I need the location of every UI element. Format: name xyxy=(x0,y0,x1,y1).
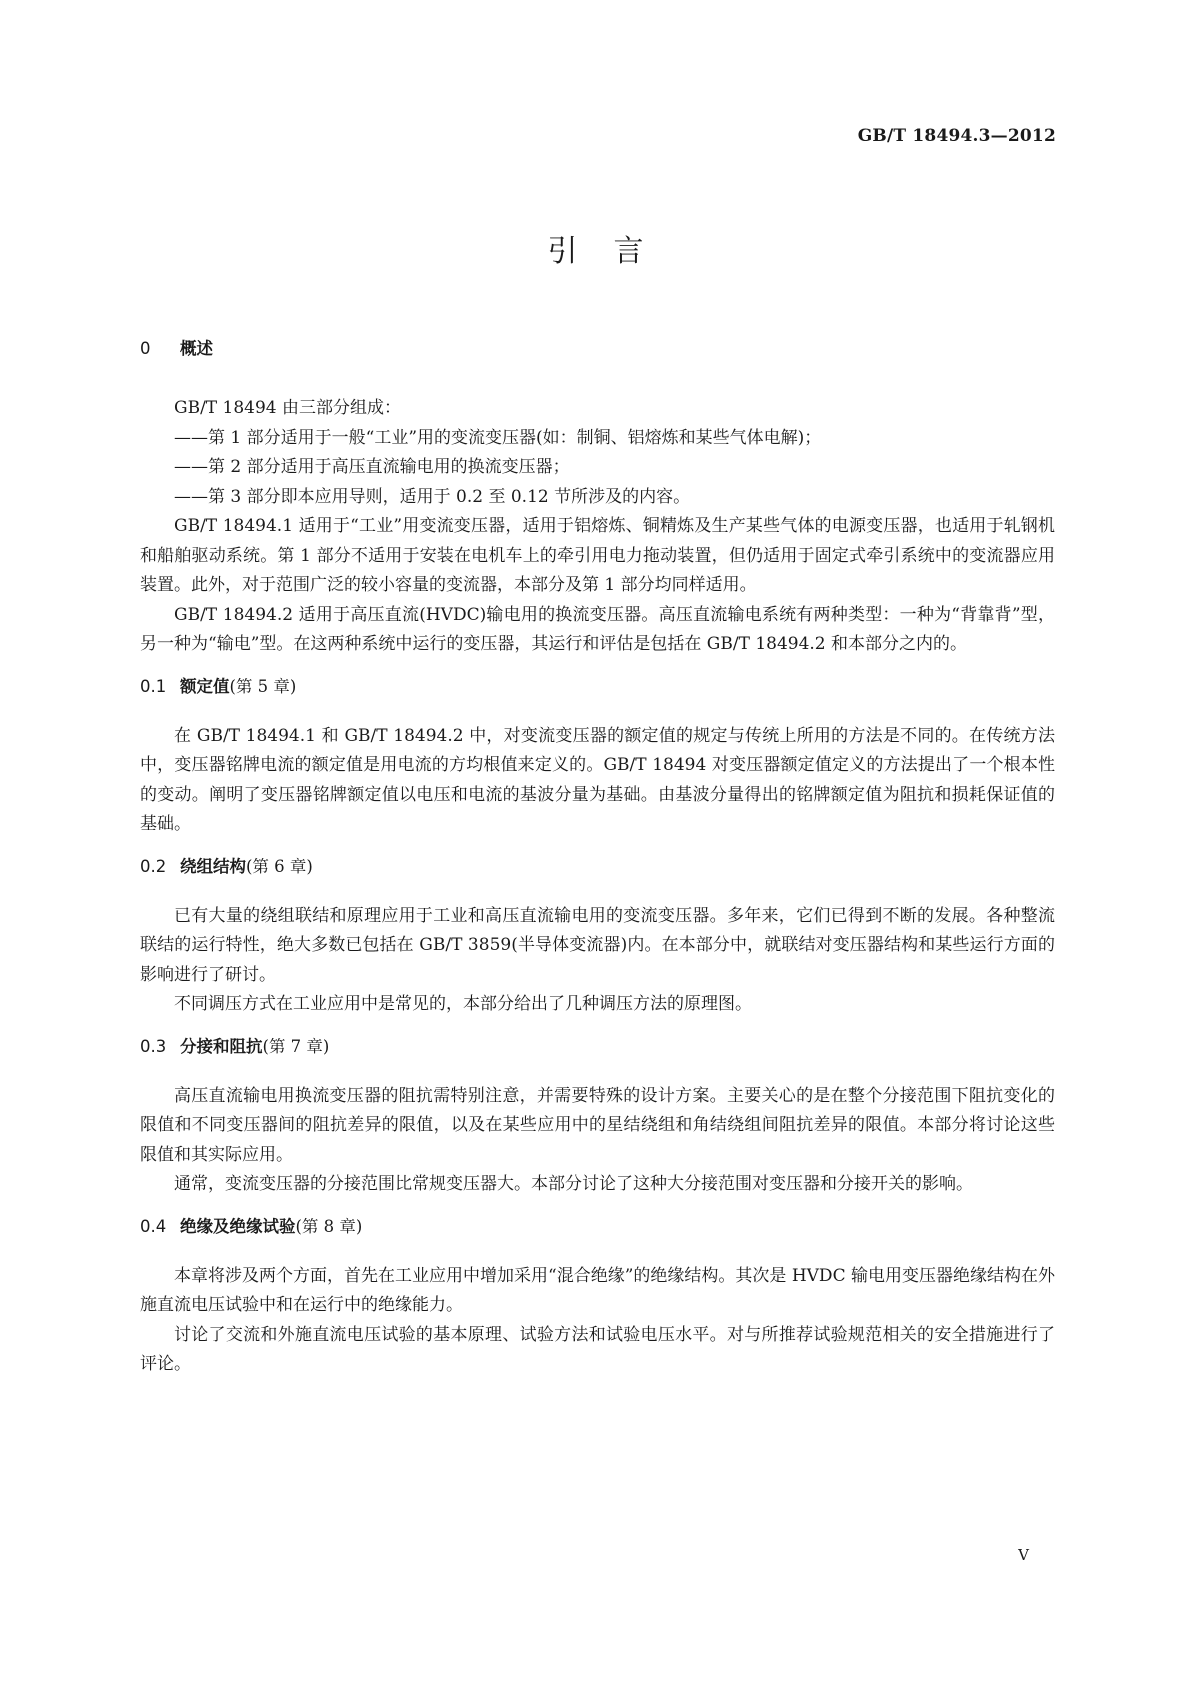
section-title: 额定值 xyxy=(180,676,230,696)
section-heading xyxy=(140,336,1055,362)
list-item: ——第 3 部分即本应用导则，适用于 0.2 至 0.12 节所涉及的内容。 xyxy=(174,486,691,507)
paragraph: 不同调压方式在工业应用中是常见的，本部分给出了几种调压方法的原理图。 xyxy=(174,994,752,1014)
section-number: 0 xyxy=(140,339,151,358)
section-number: 0.1 xyxy=(140,676,167,696)
paragraph: 讨论了交流和外施直流电压试验的基本原理、试验方法和试验电压水平。对与所推荐试验规范相关的安全措施进行了评论。 xyxy=(140,1324,1055,1374)
paragraph: 在 GB/T 18494.1 和 GB/T 18494.2 中，对变流变压器的额定值的规定与传统上所用的方法是不同的。在传统方法中，变压器铭牌电流的额定值是用电流的方均根值来定义的。GB/T 18494 对变压器额定值定义的方法提出了一个根本性的变动。阐明了变压器铭牌额定值以电压和电流的基波分量为基础。由基波分量得出的铭牌额定值为阻抗和损耗保证值的基础。 xyxy=(140,725,1055,834)
page-title: 引言 xyxy=(547,234,680,269)
section-number: 0.4 xyxy=(140,1216,167,1236)
section-heading xyxy=(140,854,1055,880)
section-title: 绝缘及绝缘试验 xyxy=(180,1216,296,1236)
paragraph: 本章将涉及两个方面，首先在工业应用中增加采用“混合绝缘”的绝缘结构。其次是 HVDC 输电用变压器绝缘结构在外施直流电压试验中和在运行中的绝缘能力。 xyxy=(140,1265,1055,1315)
section-heading xyxy=(140,1034,1055,1060)
chapter-reference: (第 7 章) xyxy=(262,1036,330,1056)
paragraph: 高压直流输电用换流变压器的阻抗需特别注意，并需要特殊的设计方案。主要关心的是在整个分接范围下阻抗变化的限值和不同变压器间的阻抗差异的限值，以及在某些应用中的星结绕组和角结绕组间阻抗差异的限值。本部分将讨论这些限值和其实际应用。 xyxy=(140,1085,1055,1165)
section-title: 绕组结构 xyxy=(180,856,246,876)
section-0-2 xyxy=(140,854,1055,1020)
chapter-reference: (第 5 章) xyxy=(229,676,297,696)
paragraph: 已有大量的绕组联结和原理应用于工业和高压直流输电用的变流变压器。多年来，它们已得到不断的发展。各种整流联结的运行特性，绝大多数已包括在 GB/T 3859(半导体变流器)内。在本部分中，就联结对变压器结构和某些运行方面的影响进行了研讨。 xyxy=(140,905,1055,985)
list-item: ——第 1 部分适用于一般“工业”用的变流变压器(如：制铜、铝熔炼和某些气体电解)； xyxy=(174,427,822,448)
chapter-reference: (第 6 章) xyxy=(246,856,313,876)
paragraph: 通常，变流变压器的分接范围比常规变压器大。本部分讨论了这种大分接范围对变压器和分接开关的影响。 xyxy=(174,1174,973,1194)
section-number: 0.2 xyxy=(140,856,167,876)
section-title: 概述 xyxy=(180,339,213,358)
section-title: 分接和阻抗 xyxy=(180,1036,263,1056)
section-heading xyxy=(140,1214,1055,1240)
paragraph: GB/T 18494 由三部分组成： xyxy=(174,398,402,418)
section-0-4 xyxy=(140,1214,1055,1380)
page-number: V xyxy=(1018,1546,1029,1564)
list-item: ——第 2 部分适用于高压直流输电用的换流变压器； xyxy=(174,457,570,477)
section-heading xyxy=(140,674,1055,700)
paragraph: GB/T 18494.1 适用于“工业”用变流变压器，适用于铝熔炼、铜精炼及生产某些气体的电源变压器，也适用于轧钢机和船舶驱动系统。第 1 部分不适用于安装在电机车上的牵引用电力拖动装置，但仍适用于固定式牵引系统中的变流器应用装置。此外，对于范围广泛的较小容量的变流器，本部分及第 1 部分均同样适用。 xyxy=(140,516,1055,595)
section-0-3 xyxy=(140,1034,1055,1200)
paragraph: GB/T 18494.2 适用于高压直流(HVDC)输电用的换流变压器。高压直流输电系统有两种类型：一种为“背靠背”型，另一种为“输电”型。在这两种系统中运行的变压器，其运行和评估是包括在 GB/T 18494.2 和本部分之内的。 xyxy=(140,604,1055,654)
document-body xyxy=(140,336,1055,1380)
section-0-1 xyxy=(140,674,1055,840)
standard-number: GB/T 18494.3—2012 xyxy=(857,126,1056,146)
chapter-reference: (第 8 章) xyxy=(295,1216,363,1236)
section-number: 0.3 xyxy=(140,1036,167,1056)
section-0 xyxy=(140,336,1055,660)
